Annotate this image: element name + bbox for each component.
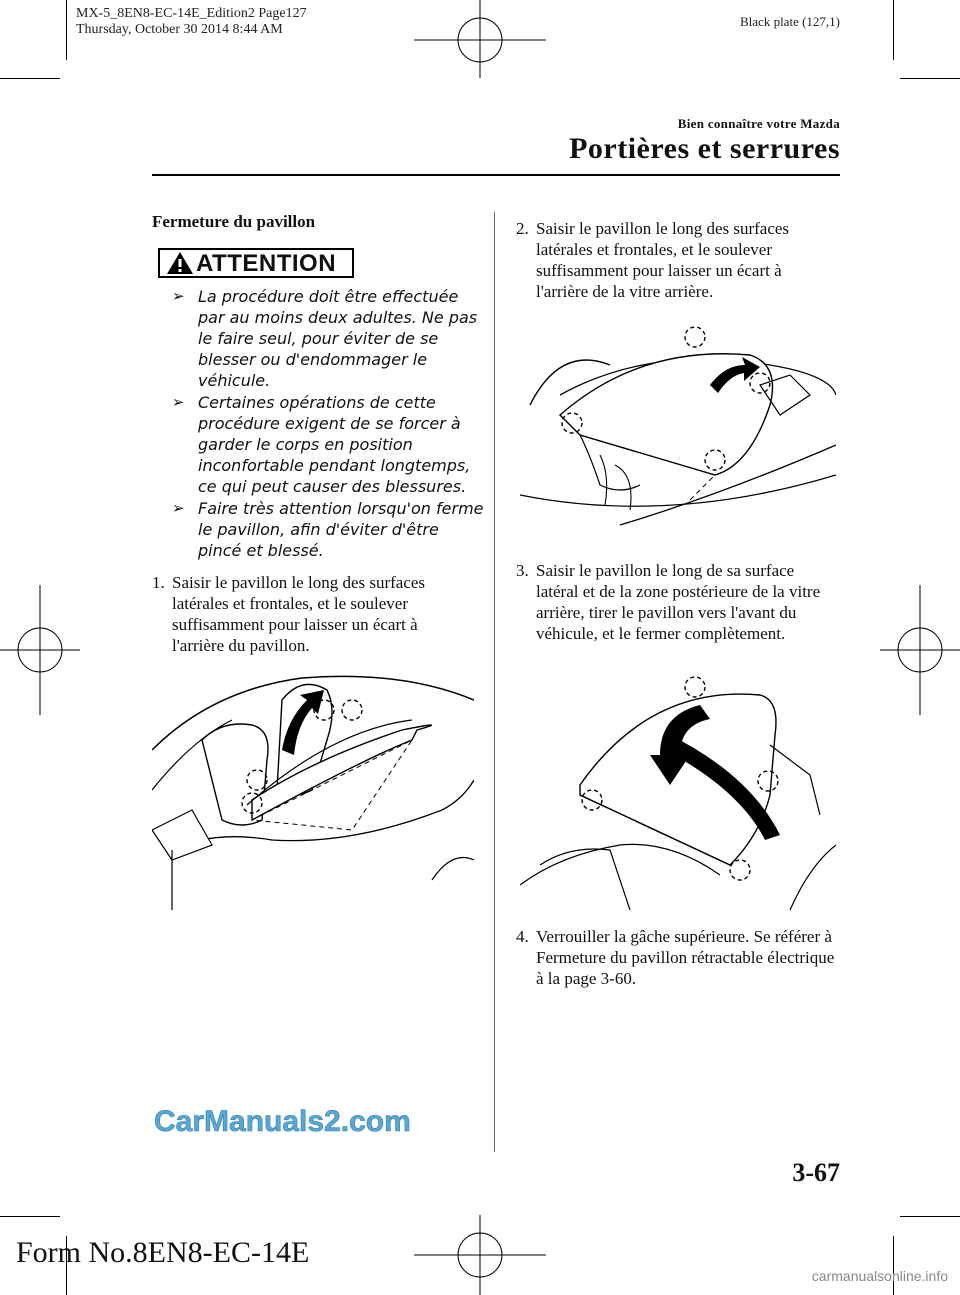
crop-mark <box>0 78 60 79</box>
attention-item-text: Certaines opérations de cette procédure exigent de se forcer à garder le corps en position inconfortable pendant longtemps, ce qui peut causer des blessures. <box>198 393 471 496</box>
attention-item <box>172 286 484 391</box>
step-3 <box>516 560 836 644</box>
registration-mark-bottom <box>414 1215 546 1295</box>
step-number: 3. <box>516 561 529 580</box>
arrow-bullet-icon: ➢ <box>172 393 185 411</box>
crop-mark <box>900 1216 960 1217</box>
print-slug-line1: MX-5_8EN8-EC-14E_Edition2 Page127 <box>76 6 307 21</box>
registration-mark-left <box>0 585 80 715</box>
chapter-title: Portières et serrures <box>569 132 840 165</box>
attention-item-text: La procédure doit être effectuée par au moins deux adultes. Ne pas le faire seul, pour éviter de se blesser ou d'endommager le véhicule. <box>198 287 478 390</box>
footer-watermark: carmanualsonline.info <box>811 1268 948 1284</box>
registration-mark-top <box>414 0 546 80</box>
attention-list <box>172 286 484 562</box>
figure-step-1-roof-lift <box>152 670 474 910</box>
attention-item <box>172 392 484 497</box>
step-text: Saisir le pavillon le long des surfaces latérales et frontales, et le soulever suffisamment pour laisser un écart à l'arrière du pavillon. <box>172 573 426 655</box>
step-2 <box>516 218 836 302</box>
arrow-bullet-icon: ➢ <box>172 287 185 305</box>
section-title: Bien connaître votre Mazda <box>677 116 840 131</box>
step-text: Saisir le pavillon le long de sa surface latéral et de la zone postérieure de la vitre arrière, tirer le pavillon vers l'avant du véhicule, et le fermer complètement. <box>536 561 821 643</box>
warning-triangle-icon <box>166 251 194 275</box>
step-number: 4. <box>516 927 529 946</box>
crop-mark <box>66 0 67 60</box>
crop-mark <box>893 0 894 60</box>
carmanuals-watermark-logo <box>152 1102 442 1138</box>
print-slug-line2: Thursday, October 30 2014 8:44 AM <box>76 22 283 37</box>
step-4 <box>516 926 836 989</box>
step-number: 1. <box>152 573 165 592</box>
step-text: Verrouiller la gâche supérieure. Se référer à Fermeture du pavillon rétractable électrique à la page 3-60. <box>536 927 835 988</box>
plate-label: Black plate (127,1) <box>740 14 840 29</box>
crop-mark <box>900 78 960 79</box>
registration-mark-right <box>880 585 960 715</box>
watermark-text: CarManuals2.com <box>154 1105 411 1138</box>
header-rule <box>152 174 840 176</box>
crop-mark <box>893 1236 894 1295</box>
attention-item-text: Faire très attention lorsqu'on ferme le pavillon, afin d'éviter d'être pincé et blessé. <box>198 499 484 560</box>
step-number: 2. <box>516 219 529 238</box>
crop-mark <box>0 1216 60 1217</box>
step-text: Saisir le pavillon le long des surfaces latérales et frontales, et le soulever suffisamment pour laisser un écart à l'arrière de la vitre arrière. <box>536 219 790 301</box>
form-number: Form No.8EN8-EC-14E <box>16 1236 310 1269</box>
attention-item <box>172 498 484 561</box>
subheading: Fermeture du pavillon <box>152 212 316 231</box>
page-number: 3-67 <box>792 1158 840 1187</box>
figure-step-2-roof-raise <box>520 325 836 535</box>
arrow-bullet-icon: ➢ <box>172 499 185 517</box>
column-divider <box>494 212 495 1152</box>
attention-label: ATTENTION <box>196 250 337 277</box>
figure-step-3-roof-close <box>520 675 836 910</box>
step-1 <box>152 572 472 656</box>
